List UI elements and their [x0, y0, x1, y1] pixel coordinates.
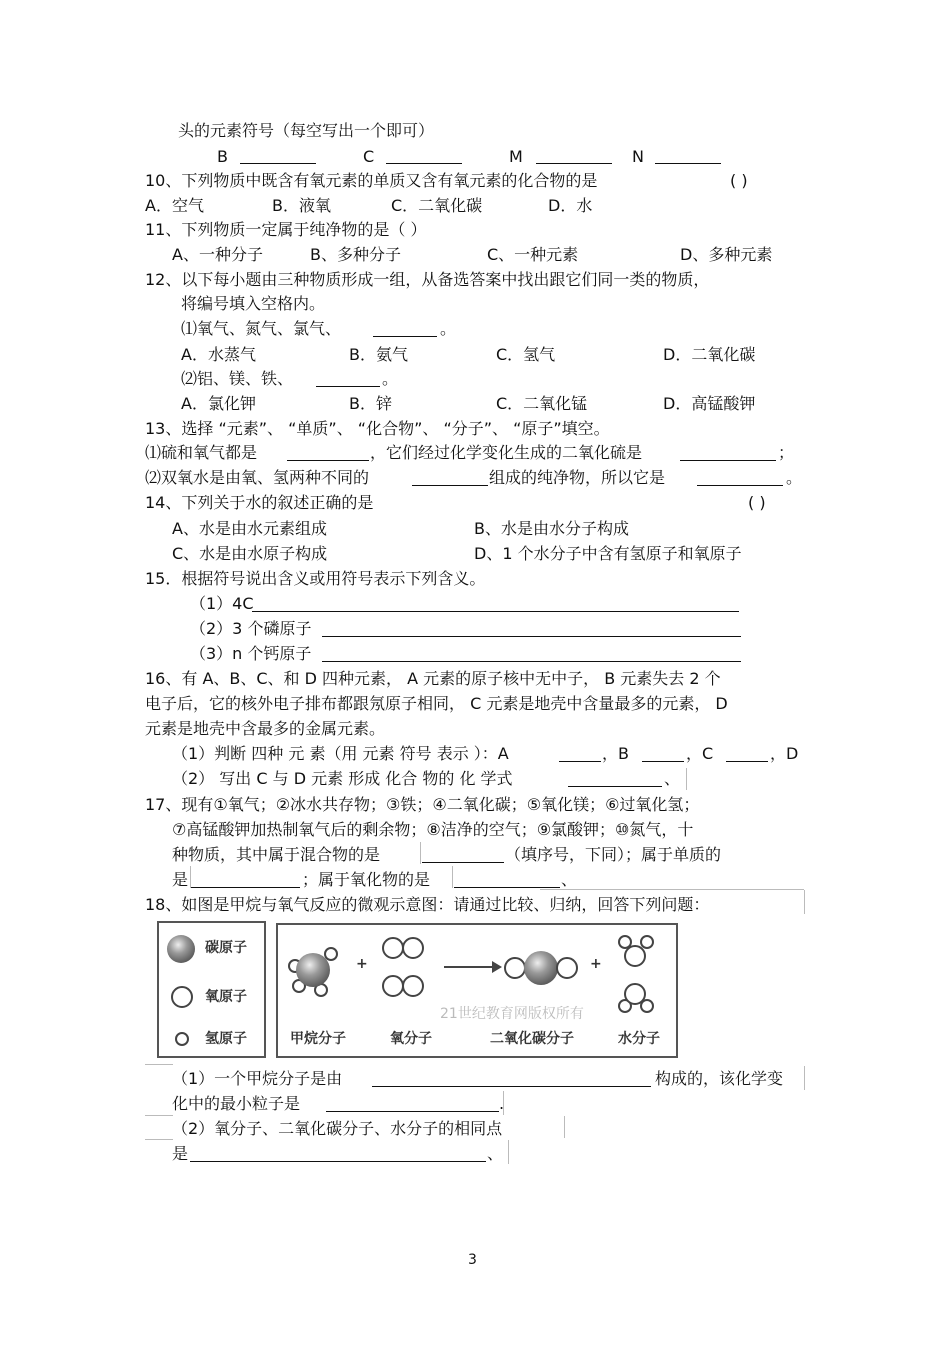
answer-blank-a[interactable] — [559, 745, 601, 762]
option-a: A．氯化钾 — [181, 394, 256, 413]
option-a: A、水是由水元素组成 — [172, 519, 327, 538]
question-18-2: （2）氧分子、二氧化碳分子、水分子的相同点 — [172, 1119, 503, 1138]
carbon-atom-icon — [167, 935, 195, 963]
option-b: B．液氧 — [272, 196, 331, 215]
carbon-atom-icon — [524, 951, 558, 985]
blank-b[interactable] — [240, 147, 316, 164]
answer-blank[interactable] — [326, 1095, 499, 1112]
blank-m[interactable] — [536, 147, 612, 164]
legend-oxygen-label: 氧原子 — [205, 989, 247, 1005]
question-16-cont: 电子后，它的核外电子排布都跟氖原子相同， C 元素是地壳中含量最多的元素， D — [145, 694, 728, 713]
answer-blank[interactable] — [697, 469, 783, 486]
question-17-cont: （填序号，下同）；属于单质的 — [505, 845, 722, 864]
watermark: 21世纪教育网版权所有 — [440, 1006, 584, 1022]
answer-blank[interactable] — [287, 444, 369, 461]
option-a: A．水蒸气 — [181, 345, 256, 364]
question-16-1: （1）判断 四种 元 素（用 元素 符号 表示 ）：A — [172, 744, 509, 763]
oxygen-atom-icon — [171, 986, 193, 1008]
option-c: C、一种元素 — [487, 245, 579, 264]
answer-blank[interactable] — [322, 620, 741, 637]
answer-blank[interactable] — [190, 1145, 486, 1162]
divider — [503, 1091, 504, 1115]
divider — [540, 889, 804, 890]
answer-blank[interactable] — [412, 469, 488, 486]
answer-blank[interactable] — [373, 320, 437, 337]
arrow-head-icon — [492, 961, 502, 973]
answer-blank[interactable] — [372, 1070, 651, 1087]
divider — [686, 768, 687, 790]
answer-blank-b[interactable] — [642, 745, 684, 762]
answer-paren: ( ) — [730, 171, 748, 190]
answer-blank[interactable] — [316, 370, 380, 387]
question-17: 17、现有①氧气；②冰水共存物；③铁；④二氧化碳；⑤氧化镁；⑥过氧化氢； — [145, 795, 700, 814]
divider — [145, 1064, 173, 1065]
question-15-1: （1）4C — [190, 594, 254, 613]
question-13: 13、选择 “元素”、 “单质”、 “化合物”、 “分子”、 “原子”填空。 — [145, 419, 610, 438]
water-molecule-label: 水分子 — [618, 1031, 660, 1047]
oxygen-atom-icon — [624, 945, 646, 967]
question-10: 10、下列物质中既含有氧元素的单质又含有氧元素的化合物的是 — [145, 171, 598, 190]
question-16: 16、有 A、B、C、和 D 四种元素， A 元素的原子核中无中子， B 元素失去 2 个 — [145, 669, 721, 688]
option-b: B、水是由水分子构成 — [474, 519, 629, 538]
question-12-2: ⑵铝、镁、铁、 — [181, 369, 294, 388]
question-18-1: （1）一个甲烷分子是由 — [172, 1069, 343, 1088]
option-d: D．高锰酸钾 — [663, 394, 756, 413]
reaction-arrow — [444, 966, 496, 968]
answer-blank-mixture[interactable] — [422, 846, 504, 863]
oxygen-atom-icon — [382, 975, 404, 997]
plus-sign: + — [590, 956, 602, 972]
divider — [452, 866, 453, 888]
option-c: C．二氧化碳 — [391, 196, 483, 215]
element-m-label: M — [509, 147, 523, 166]
question-15: 15．根据符号说出含义或用符号表示下列含义。 — [145, 569, 486, 588]
divider — [420, 842, 421, 864]
hydrogen-atom-icon — [175, 1032, 189, 1046]
reaction-diagram — [276, 923, 678, 1058]
question-12-cont: 将编号填入空格内。 — [181, 294, 326, 313]
question-17-cont: 是 — [172, 870, 189, 889]
question-16-cont: 元素是地壳中含最多的金属元素。 — [145, 719, 386, 738]
option-c: C、水是由水原子构成 — [172, 544, 328, 563]
carbon-atom-icon — [296, 953, 330, 987]
question-13-1-cont: ，它们经过化学变化生成的二氧化硫是 — [370, 443, 643, 462]
punct: 。 — [382, 369, 399, 388]
option-c: C．氢气 — [496, 345, 556, 364]
question-18: 18、如图是甲烷与氧气反应的微观示意图：请通过比较、归纳，回答下列问题： — [145, 895, 710, 914]
divider — [804, 890, 805, 914]
question-15-3: （3）n 个钙原子 — [190, 644, 312, 663]
punct: 、 — [487, 1144, 504, 1163]
question-13-2: ⑵双氧水是由氧、氢两种不同的 — [145, 468, 370, 487]
option-a: A、一种分子 — [172, 245, 263, 264]
text-line: 头的元素符号（每空写出一个即可） — [178, 121, 435, 140]
question-15-2: （2）3 个磷原子 — [190, 619, 312, 638]
blank-c[interactable] — [386, 147, 462, 164]
oxygen-atom-icon — [382, 937, 404, 959]
question-17-cont: ⑦高锰酸钾加热制氧气后的剩余物；⑧洁净的空气；⑨氯酸钾；⑩氮气，十 — [172, 820, 694, 839]
question-14: 14、下列关于水的叙述正确的是 — [145, 493, 374, 512]
punct: 、 — [664, 769, 681, 788]
answer-blank-c[interactable] — [726, 745, 768, 762]
question-18-2-cont: 是 — [172, 1144, 189, 1163]
answer-blank[interactable] — [322, 645, 741, 662]
label-c: ，C — [686, 744, 714, 763]
divider — [145, 1115, 173, 1116]
blank-n[interactable] — [655, 147, 721, 164]
question-17-cont: 种物质，其中属于混合物的是 — [172, 845, 381, 864]
question-11: 11、下列物质一定属于纯净物的是（ ） — [145, 220, 427, 239]
option-b: B．锌 — [349, 394, 392, 413]
oxygen-atom-icon — [402, 975, 424, 997]
question-18-1-cont: 构成的，该化学变 — [655, 1069, 784, 1088]
punct: . — [499, 1094, 505, 1113]
divider — [190, 866, 191, 888]
legend-box — [157, 921, 266, 1058]
divider — [145, 1139, 173, 1140]
label-d: ，D — [770, 744, 799, 763]
option-d: D．二氧化碳 — [663, 345, 756, 364]
element-b-label: B — [217, 147, 228, 166]
divider — [508, 1140, 509, 1164]
oxygen-atom-icon — [402, 937, 424, 959]
punct: ； — [778, 443, 795, 462]
element-c-label: C — [363, 147, 375, 166]
answer-blank[interactable] — [252, 595, 739, 612]
question-12: 12、以下每小题由三种物质形成一组，从备选答案中找出跟它们同一类的物质， — [145, 270, 710, 289]
option-d: D．水 — [548, 196, 593, 215]
punct: 。 — [440, 319, 457, 338]
plus-sign: + — [356, 956, 368, 972]
option-c: C．二氧化锰 — [496, 394, 588, 413]
oxygen-atom-icon — [504, 957, 526, 979]
option-a: A．空气 — [145, 196, 204, 215]
oxygen-molecule-label: 氧分子 — [390, 1031, 432, 1047]
question-13-1: ⑴硫和氧气都是 — [145, 443, 258, 462]
option-d: D、多种元素 — [680, 245, 773, 264]
question-17-cont: ；属于氧化物的是 — [302, 870, 431, 889]
question-16-2: （2） 写出 C 与 D 元素 形成 化合 物的 化 学式 — [172, 769, 513, 788]
question-12-1: ⑴氧气、氮气、氯气、 — [181, 319, 342, 338]
legend-carbon-label: 碳原子 — [205, 940, 247, 956]
oxygen-atom-icon — [556, 957, 578, 979]
option-b: B、多种分子 — [310, 245, 401, 264]
punct: 。 — [786, 468, 803, 487]
question-13-2-cont: 组成的纯净物，所以它是 — [489, 468, 666, 487]
answer-paren: ( ) — [748, 493, 766, 512]
punct: 、 — [561, 870, 578, 889]
label-b: ，B — [602, 744, 629, 763]
page-number: 3 — [468, 1252, 477, 1268]
answer-blank[interactable] — [680, 444, 776, 461]
divider — [564, 1116, 565, 1138]
answer-blank[interactable] — [568, 770, 662, 787]
co2-molecule-label: 二氧化碳分子 — [490, 1031, 574, 1047]
answer-blank-element[interactable] — [190, 871, 300, 888]
answer-blank-oxide[interactable] — [454, 871, 560, 888]
divider — [804, 1066, 805, 1090]
element-n-label: N — [632, 147, 644, 166]
option-d: D、1 个水分子中含有氢原子和氧原子 — [474, 544, 742, 563]
question-18-1-cont: 化中的最小粒子是 — [172, 1094, 301, 1113]
oxygen-atom-icon — [624, 983, 646, 1005]
methane-label: 甲烷分子 — [290, 1031, 346, 1047]
legend-hydrogen-label: 氢原子 — [205, 1031, 247, 1047]
option-b: B．氨气 — [349, 345, 408, 364]
